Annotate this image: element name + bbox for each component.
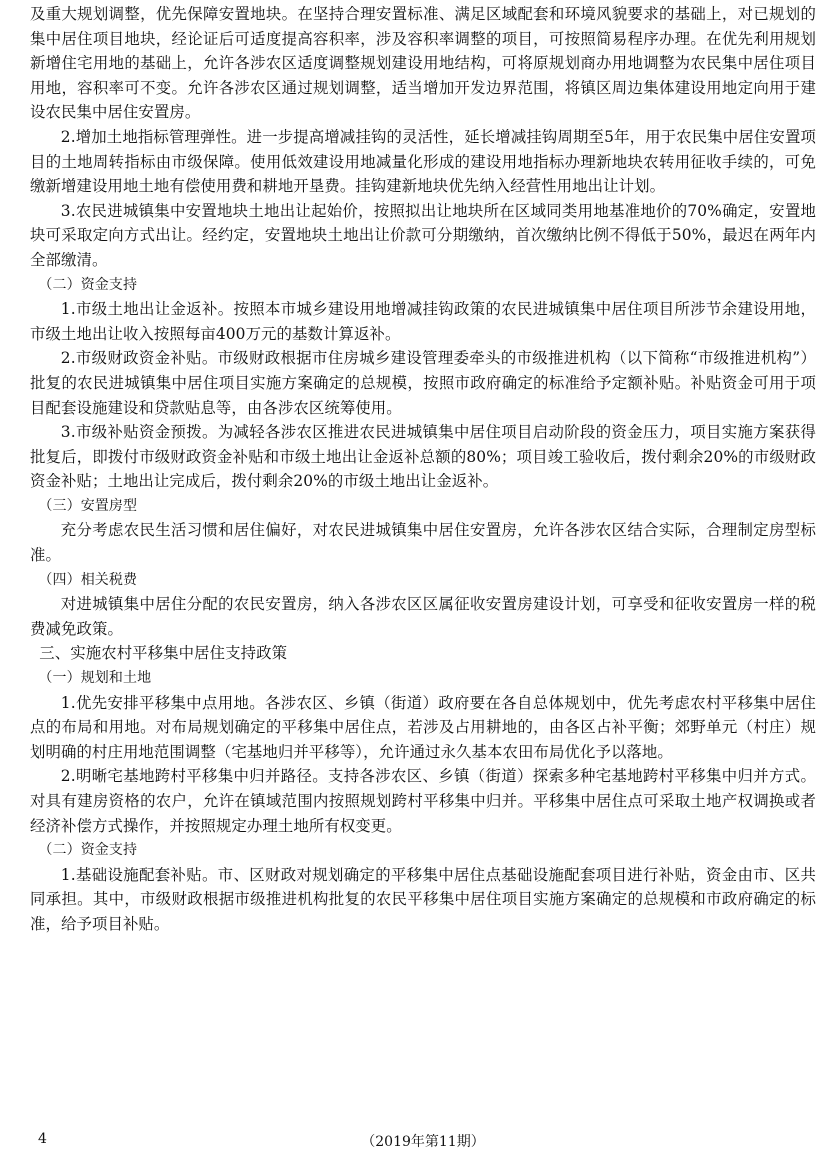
body-paragraph: 1.市级土地出让金返补。按照本市城乡建设用地增减挂钩政策的农民进城镇集中居住项目所涉节余建设用地，市级土地出让收入按照每亩400万元的基数计算返补。 [30, 300, 816, 343]
body-paragraph: 2.市级财政资金补贴。市级财政根据市住房城乡建设管理委牵头的市级推进机构（以下简称“市级推进机构”）批复的农民进城镇集中居住项目实施方案确定的总规模，按照市政府确定的标准给予定额补贴。补贴资金可用于项目配套设施建设和贷款贴息等，由各涉农区统筹使用。 [30, 349, 816, 417]
body-paragraph: 充分考虑农民生活习惯和居住偏好，对农民进城镇集中居住安置房，允许各涉农区结合实际，合理制定房型标准。 [30, 521, 816, 565]
subsection-heading: （二）资金支持 [38, 276, 138, 293]
body-paragraph: 2.明晰宅基地跨村平移集中归并路径。支持各涉农区、乡镇（街道）探索多种宅基地跨村平移集中归并方式。对具有建房资格的农户，允许在镇域范围内按照规划跨村平移集中归并。平移集中居住点可采取土地产权调换或者经济补偿方式操作，并按照规定办理土地所有权变更。 [30, 767, 816, 835]
body-paragraph: 1.优先安排平移集中点用地。各涉农区、乡镇（街道）政府要在各自总体规划中，优先考虑农村平移集中居住点的布局和用地。对布局规划确定的平移集中居住点，若涉及占用耕地的，由各区占补平衡；郊野单元（村庄）规划明确的村庄用地范围调整（宅基地归并平移等），允许通过永久基本农田布局优化予以落地。 [30, 693, 816, 761]
body-paragraph: 1.基础设施配套补贴。市、区财政对规划确定的平移集中居住点基础设施配套项目进行补贴，资金由市、区共同承担。其中，市级财政根据市级推进机构批复的农民平移集中居住项目实施方案确定的总规模和市政府确定的标准，给予项目补贴。 [30, 865, 816, 933]
subsection-heading: （一）规划和土地 [38, 670, 152, 687]
subsection-heading: （四）相关税费 [38, 571, 138, 588]
body-paragraph: 对进城镇集中居住分配的农民安置房，纳入各涉农区区属征收安置房建设计划，可享受和征收安置房一样的税费减免政策。 [30, 595, 816, 638]
body-paragraph: 及重大规划调整，优先保障安置地块。在坚持合理安置标准、满足区域配套和环境风貌要求的基础上，对已规划的集中居住项目地块，经论证后可适度提高容积率，涉及容积率调整的项目，可按照简易程序办理。在优先利用规划新增住宅用地的基础上，允许各涉农区适度调整规划建设用地结构，可将原规划商办用地调整为农民集中居住项目用地，容积率可不变。允许各涉农区通过规划调整，适当增加开发边界范围，将镇区周边集体建设用地定向用于建设农民集中居住安置房。 [30, 5, 816, 122]
document-body [30, 2, 816, 937]
page-number: 4 [38, 1131, 47, 1147]
subsection-heading: （三）安置房型 [38, 497, 138, 514]
body-paragraph: 3.农民进城镇集中安置地块土地出让起始价，按照拟出让地块所在区域同类用地基准地价的70%确定，安置地块可采取定向方式出让。经约定，安置地块土地出让价款可分期缴纳，首次缴纳比例不得低于50%，最迟在两年内全部缴清。 [30, 201, 816, 269]
issue-label: （2019年第11期） [361, 1134, 485, 1150]
subsection-heading: （二）资金支持 [38, 842, 138, 859]
section-heading: 三、实施农村平移集中居住支持政策 [39, 644, 288, 663]
body-paragraph: 3.市级补贴资金预拨。为减轻各涉农区推进农民进城镇集中居住项目启动阶段的资金压力，项目实施方案获得批复后，即拨付市级财政资金补贴和市级土地出让金返补总额的80%；项目竣工验收后，拨付剩余20%的市级财政资金补贴；土地出让完成后，拨付剩余20%的市级土地出让金返补。 [30, 423, 816, 491]
body-paragraph: 2.增加土地指标管理弹性。进一步提高增减挂钩的灵活性，延长增减挂钩周期至5年，用于农民集中居住安置项目的土地周转指标由市级保障。使用低效建设用地减量化形成的建设用地指标办理新地块农转用征收手续的，可免缴新增建设用地土地有偿使用费和耕地开垦费。挂钩建新地块优先纳入经营性用地出让计划。 [30, 127, 816, 196]
page-footer [30, 1131, 816, 1153]
